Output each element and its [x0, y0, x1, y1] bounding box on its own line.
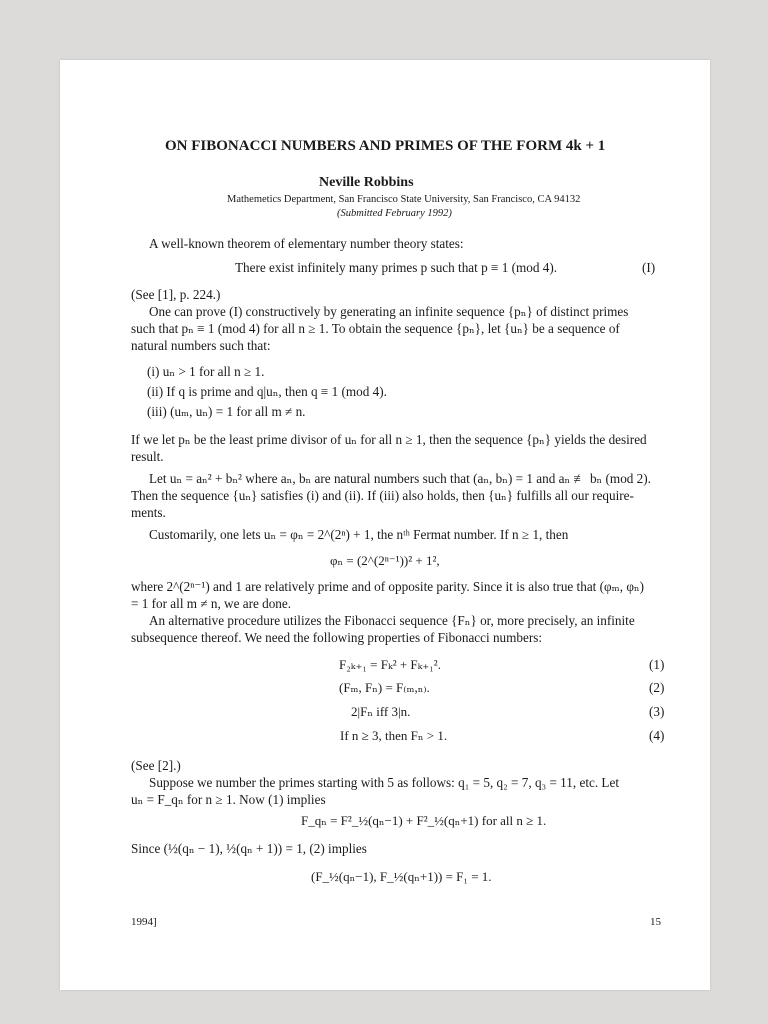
- paragraph-line: subsequence thereof. We need the following properties of Fibonacci numbers:: [131, 630, 543, 645]
- condition-ii: (ii) If q is prime and q|uₙ, then q ≡ 1 (mod 4).: [147, 384, 387, 399]
- paragraph-line: An alternative procedure utilizes the Fibonacci sequence {Fₙ} or, more precisely, an infinite: [149, 613, 635, 628]
- property-3-tag: (3): [649, 704, 665, 719]
- property-3: 2|Fₙ iff 3|n.: [351, 704, 411, 719]
- footer-year: 1994]: [131, 916, 157, 928]
- equation-fermat: φₙ = (2^(2ⁿ⁻¹))² + 1²,: [330, 553, 440, 568]
- property-2-tag: (2): [649, 680, 665, 695]
- paragraph-line: Then the sequence {uₙ} satisfies (i) and (ii). If (iii) also holds, then {uₙ} fulfills all our require-: [131, 488, 634, 503]
- paragraph-line: One can prove (I) constructively by generating an infinite sequence {pₙ} of distinct primes: [149, 304, 629, 319]
- citation-1: (See [1], p. 224.): [131, 287, 221, 302]
- condition-iii: (iii) (uₘ, uₙ) = 1 for all m ≠ n.: [147, 404, 306, 419]
- property-1: F₂ₖ₊₁ = Fₖ² + Fₖ₊₁².: [339, 657, 441, 672]
- intro-line: A well-known theorem of elementary number theory states:: [149, 236, 464, 251]
- paragraph-line: Customarily, one lets uₙ = φₙ = 2^(2ⁿ) + 1, the nᵗʰ Fermat number. If n ≥ 1, then: [149, 527, 569, 542]
- paragraph-line: natural numbers such that:: [131, 338, 271, 353]
- paragraph-line: such that pₙ ≡ 1 (mod 4) for all n ≥ 1. To obtain the sequence {pₙ}, let {uₙ} be a sequence of: [131, 321, 620, 336]
- paragraph-line: ments.: [131, 505, 166, 520]
- theorem-tag: (I): [642, 260, 656, 275]
- paragraph-line: result.: [131, 449, 164, 464]
- paragraph-line: If we let pₙ be the least prime divisor of uₙ for all n ≥ 1, then the sequence {pₙ} yields the desired: [131, 432, 647, 447]
- paragraph-line: where 2^(2ⁿ⁻¹) and 1 are relatively prime and of opposite parity. Since it is also true that (φₘ, φₙ): [131, 579, 645, 594]
- equation-gcd: (F_½(qₙ−1), F_½(qₙ+1)) = F₁ = 1.: [311, 869, 492, 884]
- page-number: 15: [650, 916, 661, 928]
- paper-page: [60, 60, 710, 990]
- paragraph-line: Let uₙ = aₙ² + bₙ² where aₙ, bₙ are natural numbers such that (aₙ, bₙ) = 1 and aₙ ≢ bₙ (mod 2).: [149, 471, 651, 486]
- citation-2: (See [2].): [131, 758, 181, 773]
- paragraph-line: Since (½(qₙ − 1), ½(qₙ + 1)) = 1, (2) implies: [131, 841, 367, 856]
- paragraph-line: Suppose we number the primes starting with 5 as follows: q₁ = 5, q₂ = 7, q₃ = 11, etc. Let: [149, 775, 620, 790]
- paper-title: ON FIBONACCI NUMBERS AND PRIMES OF THE FORM 4k + 1: [165, 138, 606, 154]
- author-affiliation: Mathemetics Department, San Francisco State University, San Francisco, CA 94132: [227, 194, 581, 205]
- paragraph-line: uₙ = F_qₙ for n ≥ 1. Now (1) implies: [131, 792, 326, 807]
- condition-i: (i) uₙ > 1 for all n ≥ 1.: [147, 364, 265, 379]
- property-4-tag: (4): [649, 728, 665, 743]
- property-2: (Fₘ, Fₙ) = F₍ₘ,ₙ₎.: [339, 680, 430, 695]
- submission-date: (Submitted February 1992): [337, 208, 452, 219]
- author-name: Neville Robbins: [319, 175, 414, 190]
- property-1-tag: (1): [649, 657, 665, 672]
- equation-fqn: F_qₙ = F²_½(qₙ−1) + F²_½(qₙ+1) for all n ≥ 1.: [301, 813, 547, 828]
- theorem-statement: There exist infinitely many primes p such that p ≡ 1 (mod 4).: [235, 260, 558, 275]
- property-4: If n ≥ 3, then Fₙ > 1.: [340, 728, 448, 743]
- paragraph-line: = 1 for all m ≠ n, we are done.: [131, 596, 292, 611]
